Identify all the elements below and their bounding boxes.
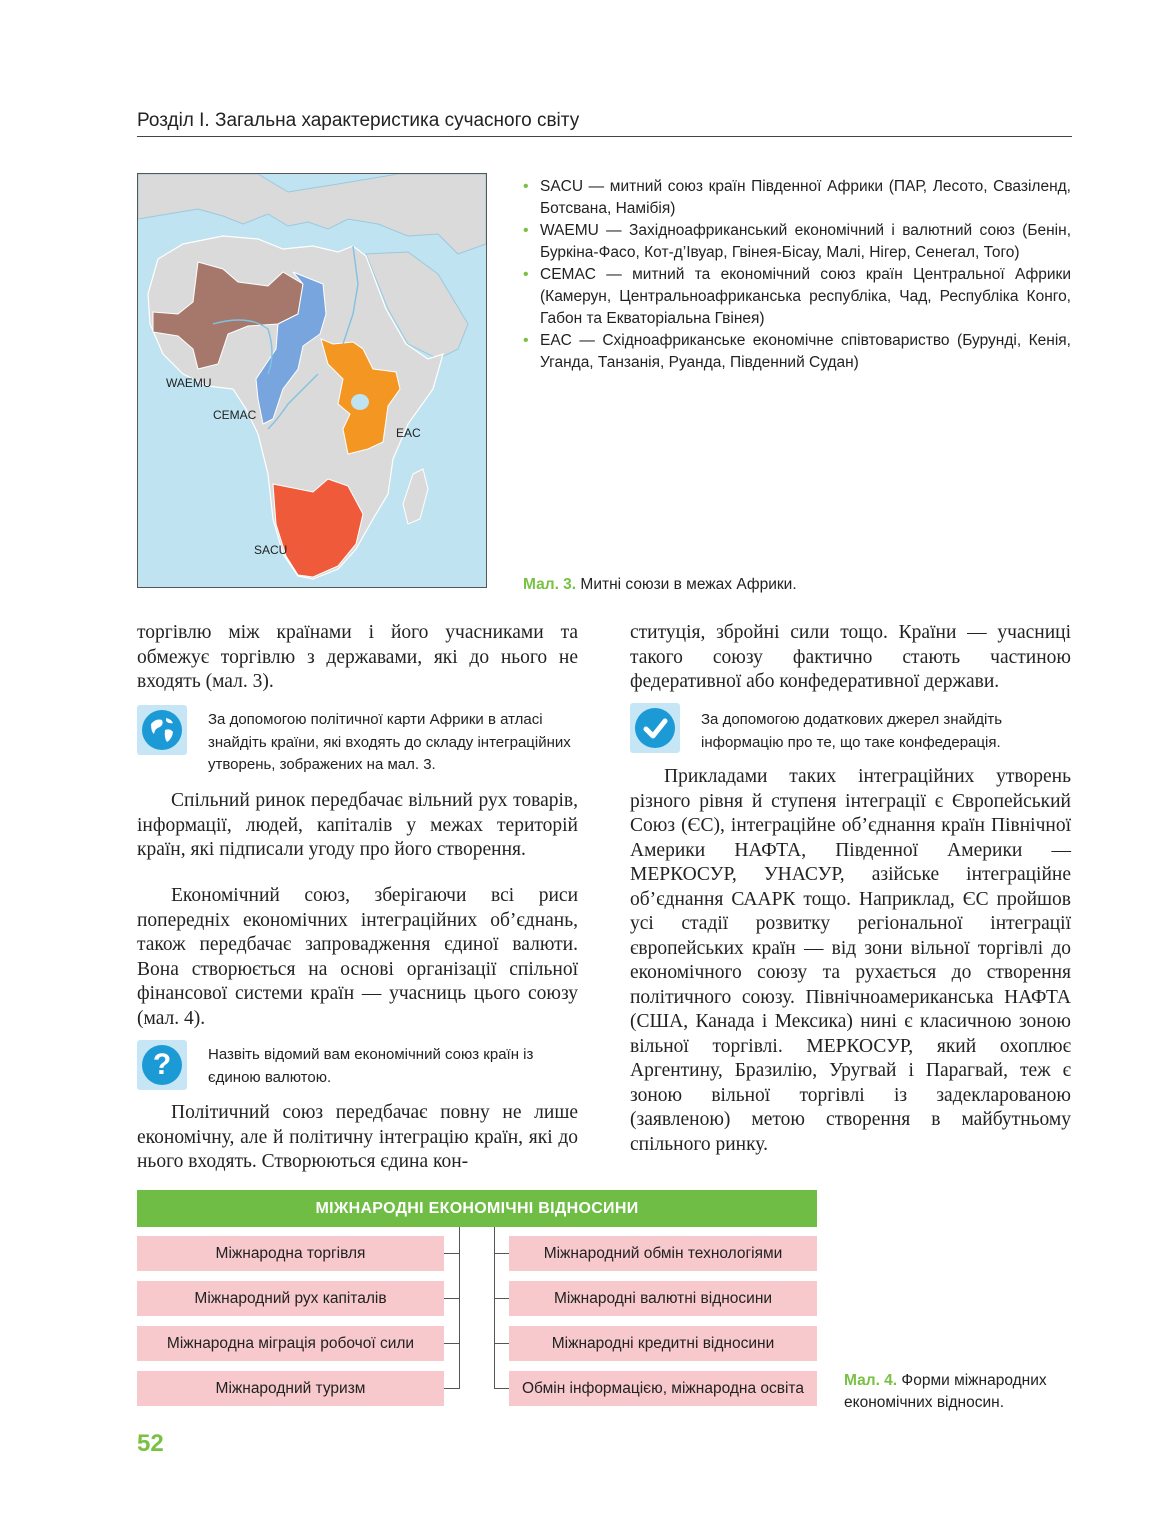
connector-right-4	[494, 1388, 509, 1389]
label-cemac: CEMAC	[213, 408, 257, 422]
africa-map	[137, 173, 487, 588]
africa-map-svg	[138, 174, 486, 587]
connector-right-3	[494, 1343, 509, 1344]
left-paragraph-2: Спільний ринок передбачає вільний рух товарів, інформації, людей, капіталів у межах територій країн, які підписали угоду про його створення.	[137, 790, 578, 860]
connector-right-1	[494, 1253, 509, 1254]
figure-4-text: Форми міжнародних економічних відносин.	[844, 1372, 1047, 1411]
running-header: Розділ І. Загальна характеристика сучасного світу	[137, 110, 580, 131]
figure-4-number: Мал. 4.	[844, 1372, 898, 1389]
page-number: 52	[137, 1430, 164, 1457]
connector-right-vertical	[494, 1227, 495, 1389]
checkmark-icon	[630, 703, 680, 753]
globe-icon	[137, 705, 187, 755]
scheme-left-box-2: Міжнародний рух капіталів	[137, 1281, 444, 1316]
legend-item-eac: • EAC — Східноафриканське економічне співтовариство (Бурунді, Кенія, Уганда, Танзанія, Руанда, Південний Судан)	[523, 330, 1071, 374]
left-paragraph-4: Політичний союз передбачає повну не лише економічну, але й політичну інтеграцію країн, які до нього входять. Створюються єдина кон-	[137, 1102, 578, 1172]
connector-left-3	[444, 1343, 459, 1344]
scheme-right-box-2: Міжнародні валютні відносини	[509, 1281, 817, 1316]
task-currency-union: Назвіть відомий вам економічний союз країн із єдиною валютою.	[208, 1046, 534, 1086]
connector-left-2	[444, 1298, 459, 1299]
legend-item-cemac: • CEMAC — митний та економічний союз країн Центральної Африки (Камерун, Центральноафриканська республіка, Чад, Республіка Конго, Габон та Екваторіальна Гвінея)	[523, 264, 1071, 330]
scheme-right-box-3: Міжнародні кредитні відносини	[509, 1326, 817, 1361]
scheme-title: МІЖНАРОДНІ ЕКОНОМІЧНІ ВІДНОСИНИ	[137, 1190, 817, 1227]
figure-3-text: Митні союзи в межах Африки.	[580, 576, 797, 593]
label-waemu: WAEMU	[166, 376, 212, 390]
scheme-right-box-1: Міжнародний обмін технологіями	[509, 1236, 817, 1271]
right-paragraph-1: ституція, збройні сили тощо. Країни — учасниці такого союзу фактично стають частиною федеративної або конфедеративної держави.	[630, 622, 1071, 692]
header-rule	[137, 136, 1072, 137]
task-confederation: За допомогою додаткових джерел знайдіть інформацію про те, що таке конфедерація.	[701, 711, 1003, 751]
connector-left-vertical	[459, 1227, 460, 1389]
left-paragraph-1: торгівлю між країнами і його учасниками та обмежує торгівлю з державами, які до нього не входять (мал. 3).	[137, 622, 578, 692]
scheme-left-box-3: Міжнародна міграція робочої сили	[137, 1326, 444, 1361]
right-paragraph-2: Прикладами таких інтеграційних утворень різного рівня й ступеня інтеграції є Європейський Союз (ЄС), інтеграційне об’єднання країн Північної Америки НАФТА, Південної Америки — МЕРКОСУР, УНАСУР, азійське інтеграційне об’єднання СААРК тощо. Наприклад, ЄС пройшов усі стадії розвитку регіональної інтеграції європейських країн — від зони вільної торгівлі до економічного союзу та рухається до створення політичного союзу. Північноамериканська НАФТА (США, Канада і Мексика) нині є класичною зоною вільної торгівлі. МЕРКОСУР, який охоплює Аргентину, Бразилію, Уругвай і Парагвай, теж є зоною вільної торгівлі із задекларованою (заявленою) метою створення в майбутньому спільного ринку.	[630, 766, 1071, 1155]
label-sacu: SACU	[254, 543, 288, 557]
scheme-left-box-1: Міжнародна торгівля	[137, 1236, 444, 1271]
left-paragraph-3: Економічний союз, зберігаючи всі риси попередніх економічних інтеграційних об’єднань, також передбачає запровадження єдиної валюти. Вона створюється на основі організації спільної фінансової системи країн — учасниць цього союзу (мал. 4).	[137, 885, 578, 1029]
legend-item-sacu: • SACU — митний союз країн Південної Африки (ПАР, Лесото, Свазіленд, Ботсвана, Намібія)	[523, 176, 1071, 220]
question-icon: ?	[137, 1040, 187, 1090]
figure-3-caption	[523, 576, 797, 594]
label-eac: EAC	[396, 426, 421, 440]
task-map-atlas: За допомогою політичної карти Африки в атласі знайдіть країни, які входять до складу інтеграційних утворень, зображених на мал. 3.	[208, 711, 571, 773]
scheme-right-box-4: Обмін інформацією, міжнародна освіта	[509, 1371, 817, 1406]
connector-left-1	[444, 1253, 459, 1254]
figure-3-number: Мал. 3.	[523, 576, 577, 593]
figure-4-caption	[844, 1370, 1074, 1414]
connector-left-4	[444, 1388, 459, 1389]
map-legend	[523, 176, 1071, 374]
connector-right-2	[494, 1298, 509, 1299]
legend-item-waemu: • WAEMU — Західноафриканський економічний і валютний союз (Бенін, Буркіна-Фасо, Кот-д’Івуар, Гвінея-Бісау, Малі, Нігер, Сенегал, Того)	[523, 220, 1071, 264]
scheme-left-box-4: Міжнародний туризм	[137, 1371, 444, 1406]
